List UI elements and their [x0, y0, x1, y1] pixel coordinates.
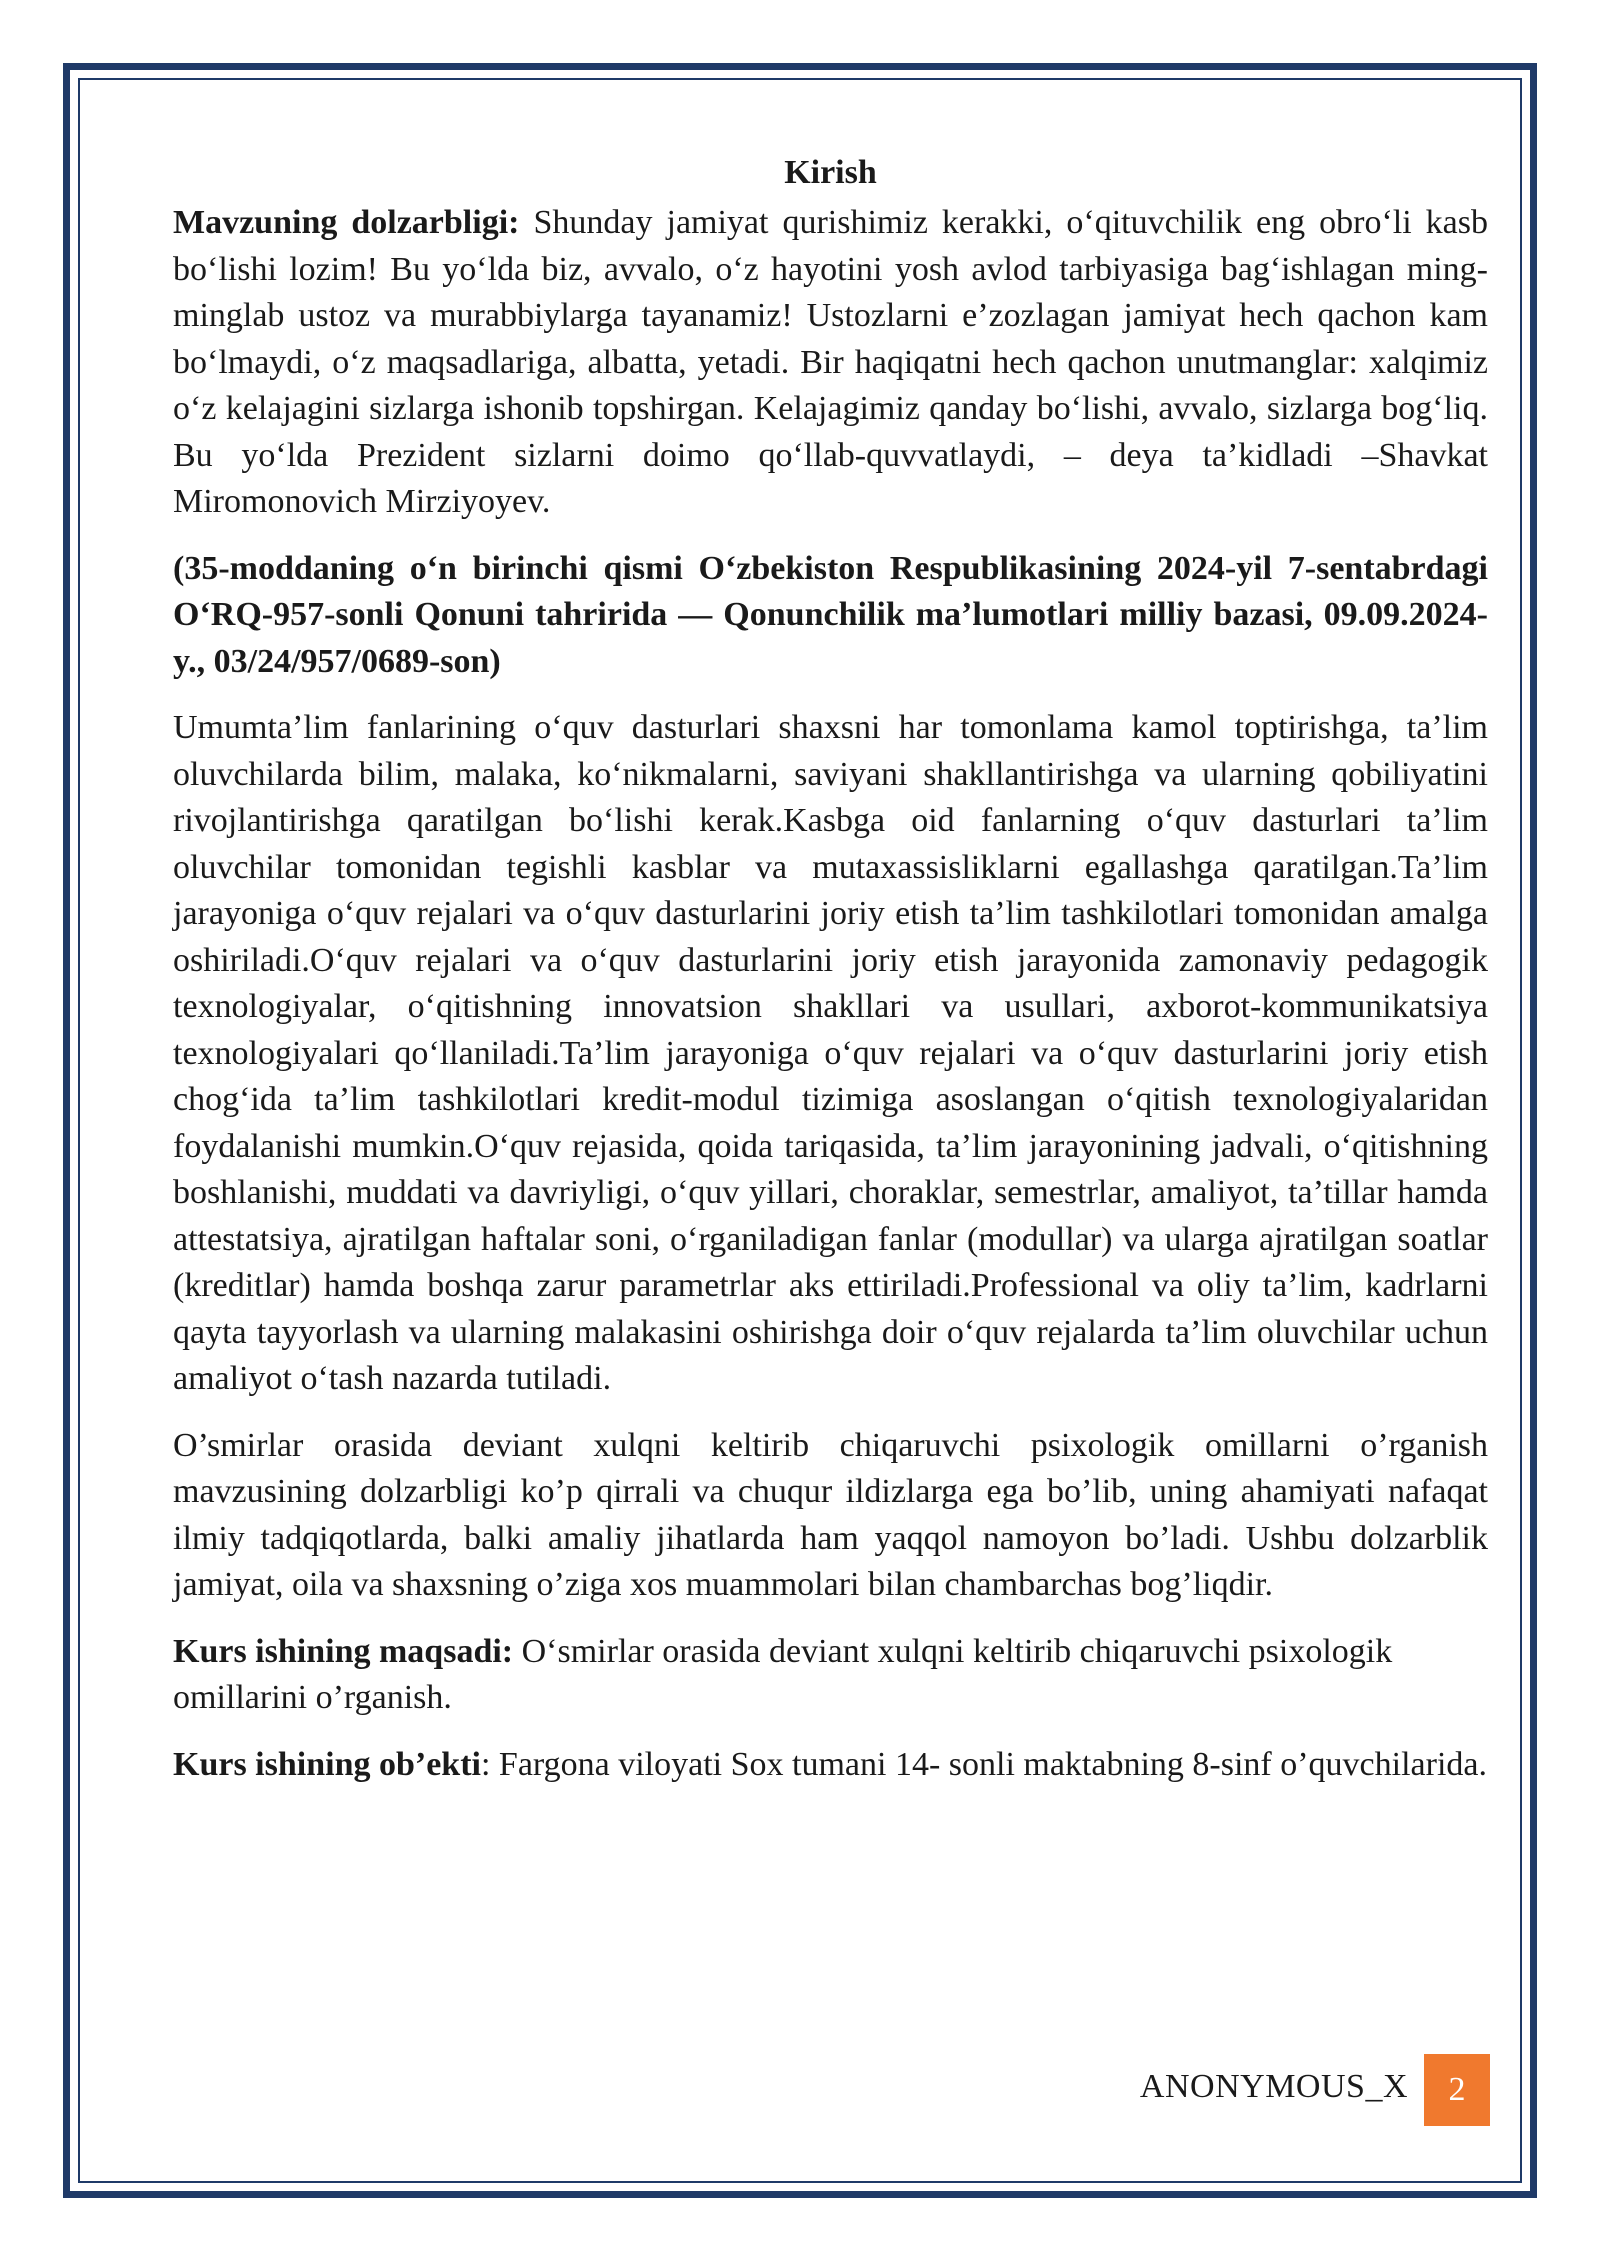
course-object-text: : Fargona viloyati Sox tumani 14- sonli maktabning 8-sinf o’quvchilarida.	[480, 1745, 1487, 1783]
course-goal-text: O‘smirlar orasida deviant xulqni keltirib chiqaruvchi psixologik omillarini o’rganish.	[173, 1632, 1393, 1716]
curriculum-paragraph: Umumta’lim fanlarining o‘quv dasturlari shaxsni har tomonlama kamol toptirishga, ta’lim oluvchilarda bilim, malaka, ko‘nikmalarni, saviyani shakllantirishga va ularning qobiliyatini rivojlantirishga qaratilgan bo‘lishi kerak.Kasbga oid fanlarning o‘quv dasturlari ta’lim oluvchilar tomonidan tegishli kasblar va mutaxassisliklarni egallashga qaratilgan.Ta’lim jarayoniga o‘quv rejalari va o‘quv dasturlarini joriy etish ta’lim tashkilotlari tomonidan amalga oshiriladi.O‘quv rejalari va o‘quv dasturlarini joriy etish jarayonida zamonaviy pedagogik texnologiyalar, o‘qitishning innovatsion shakllari va usullari, axborot-kommunikatsiya texnologiyalari qo‘llaniladi.Ta’lim jarayoniga o‘quv rejalari va o‘quv dasturlarini joriy etish chog‘ida ta’lim tashkilotlari kredit-modul tizimiga asoslangan o‘qitish texnologiyalaridan foydalanishi mumkin.O‘quv rejasida, qoida tariqasida, ta’lim jarayonining jadvali, o‘qitishning boshlanishi, muddati va davriyligi, o‘quv yillari, choraklar, semestrlar, amaliyot, ta’tillar hamda attestatsiya, ajratilgan haftalar soni, o‘rganiladigan fanlar (modullar) va ularga ajratilgan soatlar (kreditlar) hamda boshqa zarur parametrlar aks ettiriladi.Professional va oliy ta’lim, kadrlarni qayta tayyorlash va ularning malakasini oshirishga doir o‘quv rejalarda ta’lim oluvchilar uchun amaliyot o‘tash nazarda tutiladi.	[173, 709, 1488, 1397]
relevance-paragraph	[173, 200, 1488, 526]
footer-author: ANONYMOUS_X	[1139, 2068, 1408, 2105]
legal-reference: (35-moddaning o‘n birinchi qismi O‘zbekiston Respublikasining 2024-yil 7-sentabrdagi O‘RQ-957-sonli Qonuni tahririda — Qonunchilik ma’lumotlari milliy bazasi, 09.09.2024-y., 03/24/957/0689-son)	[173, 549, 1488, 680]
course-object-label: Kurs ishining ob’ekti	[173, 1745, 481, 1783]
course-object-paragraph	[173, 1742, 1488, 1789]
deviant-relevance-paragraph: O’smirlar orasida deviant xulqni keltirib chiqaruvchi psixologik omillarni o’rganish mavzusining dolzarbligi ko’p qirrali va chuqur ildizlarga ega bo’lib, uning ahamiyati nafaqat ilmiy tadqiqotlarda, balki amaliy jihatlarda ham yaqqol namoyon bo’ladi. Ushbu dolzarblik jamiyat, oila va shaxsning o’ziga xos muammolari bilan chambarchas bog’liqdir.	[173, 1426, 1488, 1603]
page-footer	[1100, 2054, 1490, 2126]
page-number-badge: 2	[1424, 2054, 1490, 2126]
relevance-label: Mavzuning dolzarbligi:	[173, 204, 520, 241]
relevance-text: Shunday jamiyat qurishimiz kerakki, o‘qituvchilik eng obro‘li kasb bo‘lishi lozim! Bu yo‘lda biz, avvalo, o‘z hayotini yosh avlod tarbiyasiga bag‘ishlagan ming-minglab ustoz va murabbiylarga tayanamiz! Ustozlarni e’zozlagan jamiyat hech qachon kam bo‘lmaydi, o‘z maqsadlariga, albatta, yetadi. Bir haqiqatni hech qachon unutmanglar: xalqimiz o‘z kelajagini sizlarga ishonib topshirgan. Kelajagimiz qanday bo‘lishi, avvalo, sizlarga bog‘liq. Bu yo‘lda Prezident sizlarni doimo qo‘llab-quvvatlaydi, – deya ta’kidladi –Shavkat Miromonovich Mirziyoyev.	[173, 204, 1488, 520]
course-goal-paragraph	[173, 1629, 1488, 1722]
document-body	[173, 150, 1488, 1788]
course-goal-label: Kurs ishining maqsadi:	[173, 1632, 514, 1670]
section-heading: Kirish	[784, 154, 877, 191]
